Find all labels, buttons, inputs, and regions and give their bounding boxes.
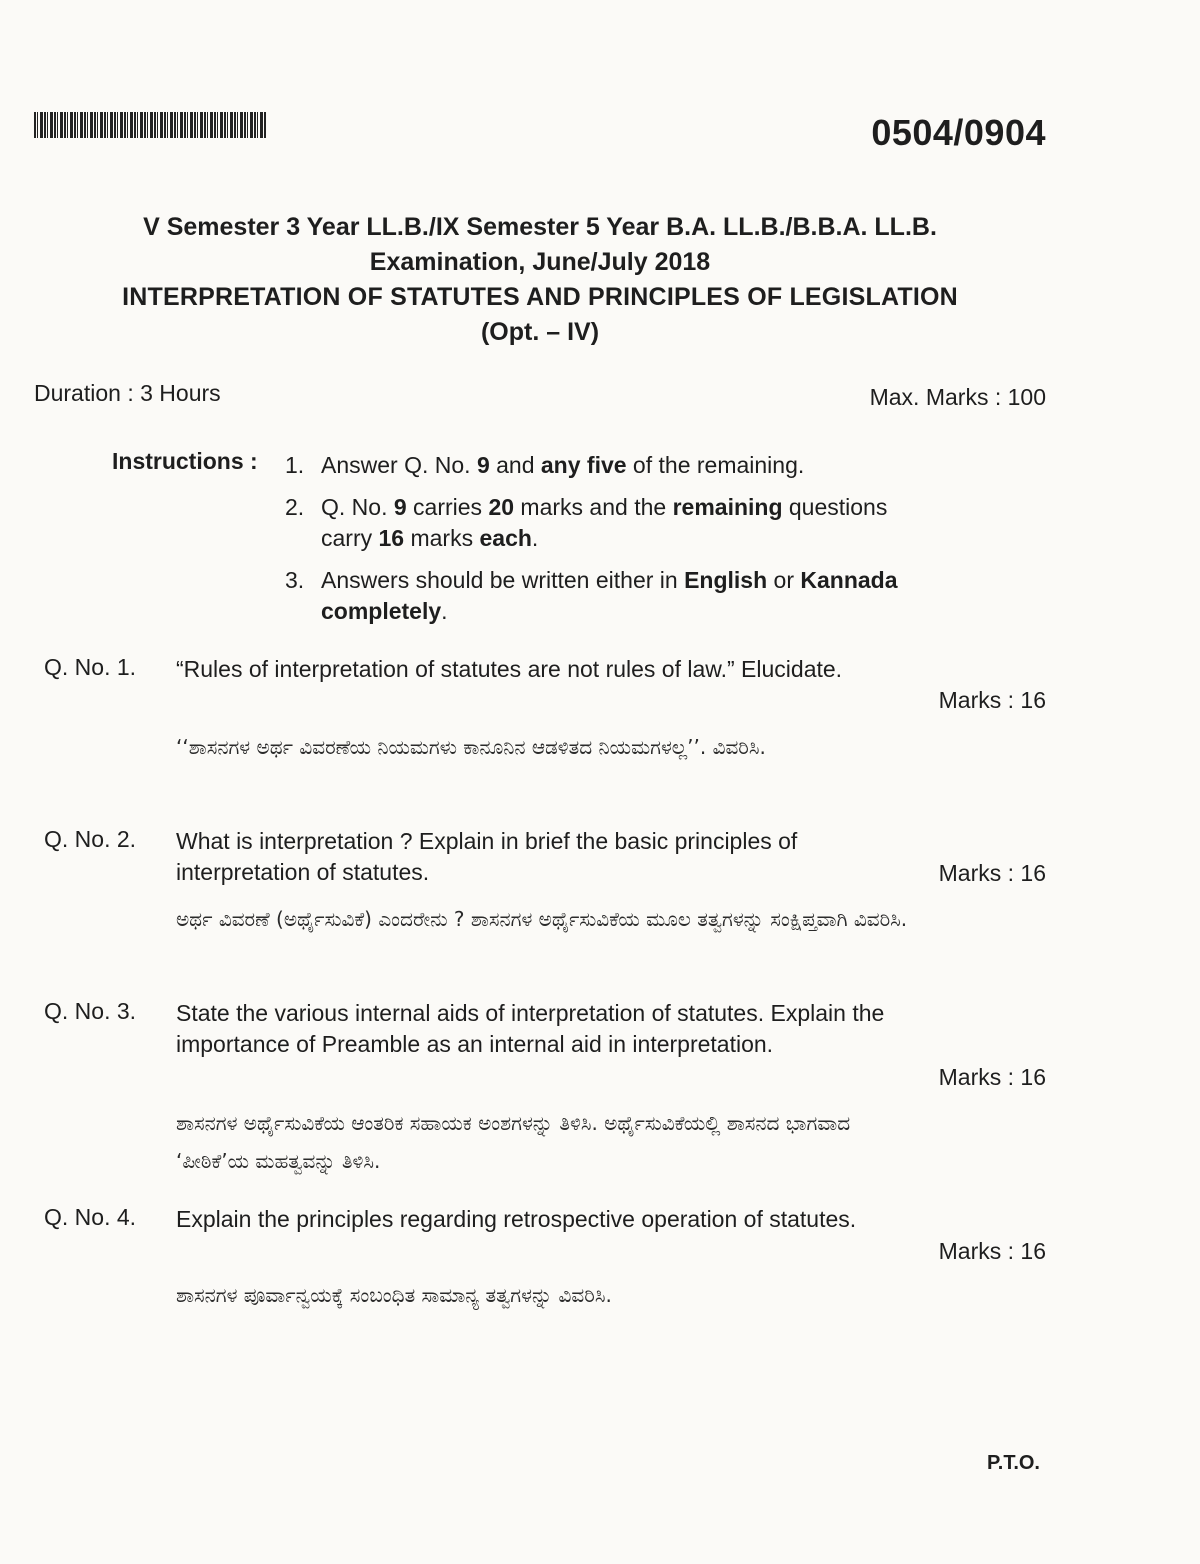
exam-header: [0, 210, 1080, 350]
please-turn-over: P.T.O.: [987, 1452, 1040, 1474]
instruction-text: Answers should be written either in English or Kannada completely.: [321, 567, 898, 624]
barcode: [34, 112, 266, 138]
option-label: (Opt. – IV): [480, 318, 600, 346]
question-text-kannada: ಅರ್ಥ ವಿವರಣೆ (ಅರ್ಥೈಸುವಿಕೆ) ಎಂದರೇನು ? ಶಾಸನಗಳ ಅರ್ಥೈಸುವಿಕೆಯ ಮೂಲ ತತ್ವಗಳನ್ನು ಸಂಕ್ಷಿಪ್ತವಾಗಿ ವಿವರಿಸಿ.: [176, 907, 908, 931]
question-marks: Marks : 16: [938, 860, 1046, 886]
header-line-1: V Semester 3 Year LL.B./IX Semester 5 Year B.A. LL.B./B.B.A. LL.B.: [143, 213, 937, 241]
instruction-number: 2.: [285, 494, 305, 520]
question-text-kannada: ‘‘ಶಾಸನಗಳ ಅರ್ಥ ವಿವರಣೆಯ ನಿಯಮಗಳು ಕಾನೂನಿನ ಆಡಳಿತದ ನಿಯಮಗಳಲ್ಲ’’. ವಿವರಿಸಿ.: [176, 735, 766, 759]
duration: Duration : 3 Hours: [34, 380, 221, 406]
question-number: Q. No. 2.: [44, 826, 137, 852]
question-text-english: What is interpretation ? Explain in brief the basic principles of interpretation of statutes.: [176, 828, 798, 885]
question-number: Q. No. 1.: [44, 654, 137, 680]
question-number: Q. No. 3.: [44, 998, 137, 1024]
question-number: Q. No. 4.: [44, 1204, 137, 1230]
question-text-english: State the various internal aids of interpretation of statutes. Explain the importance of Preamble as an internal aid in interpretation.: [176, 1000, 885, 1057]
subject-title: INTERPRETATION OF STATUTES AND PRINCIPLES OF LEGISLATION: [122, 283, 958, 311]
question-marks: Marks : 16: [938, 687, 1046, 713]
instruction-number: 3.: [285, 567, 305, 593]
question-marks: Marks : 16: [938, 1064, 1046, 1090]
header-line-2: Examination, June/July 2018: [369, 248, 711, 276]
instructions-label: Instructions :: [112, 448, 258, 474]
question-marks: Marks : 16: [938, 1238, 1046, 1264]
max-marks: Max. Marks : 100: [869, 384, 1046, 410]
instruction-text: Answer Q. No. 9 and any five of the remaining.: [321, 452, 805, 478]
instruction-text: Q. No. 9 carries 20 marks and the remaining questions carry 16 marks each.: [321, 494, 888, 551]
question-text-kannada: ಶಾಸನಗಳ ಪೂರ್ವಾನ್ವಯಕ್ಕೆ ಸಂಬಂಧಿತ ಸಾಮಾನ್ಯ ತತ್ವಗಳನ್ನು ವಿವರಿಸಿ.: [176, 1283, 612, 1307]
question-text-kannada: ಶಾಸನಗಳ ಅರ್ಥೈಸುವಿಕೆಯ ಆಂತರಿಕ ಸಹಾಯಕ ಅಂಶಗಳನ್ನು ತಿಳಿಸಿ. ಅರ್ಥೈಸುವಿಕೆಯಲ್ಲಿ ಶಾಸನದ ಭಾಗವಾದ ‘ಪೀಠಿಕೆ’ಯ ಮಹತ್ವವನ್ನು ತಿಳಿಸಿ.: [176, 1111, 851, 1173]
paper-code: 0504/0904: [871, 112, 1046, 153]
instruction-number: 1.: [285, 452, 305, 478]
question-text-english: Explain the principles regarding retrospective operation of statutes.: [176, 1206, 857, 1232]
question-text-english: “Rules of interpretation of statutes are not rules of law.” Elucidate.: [176, 656, 843, 682]
